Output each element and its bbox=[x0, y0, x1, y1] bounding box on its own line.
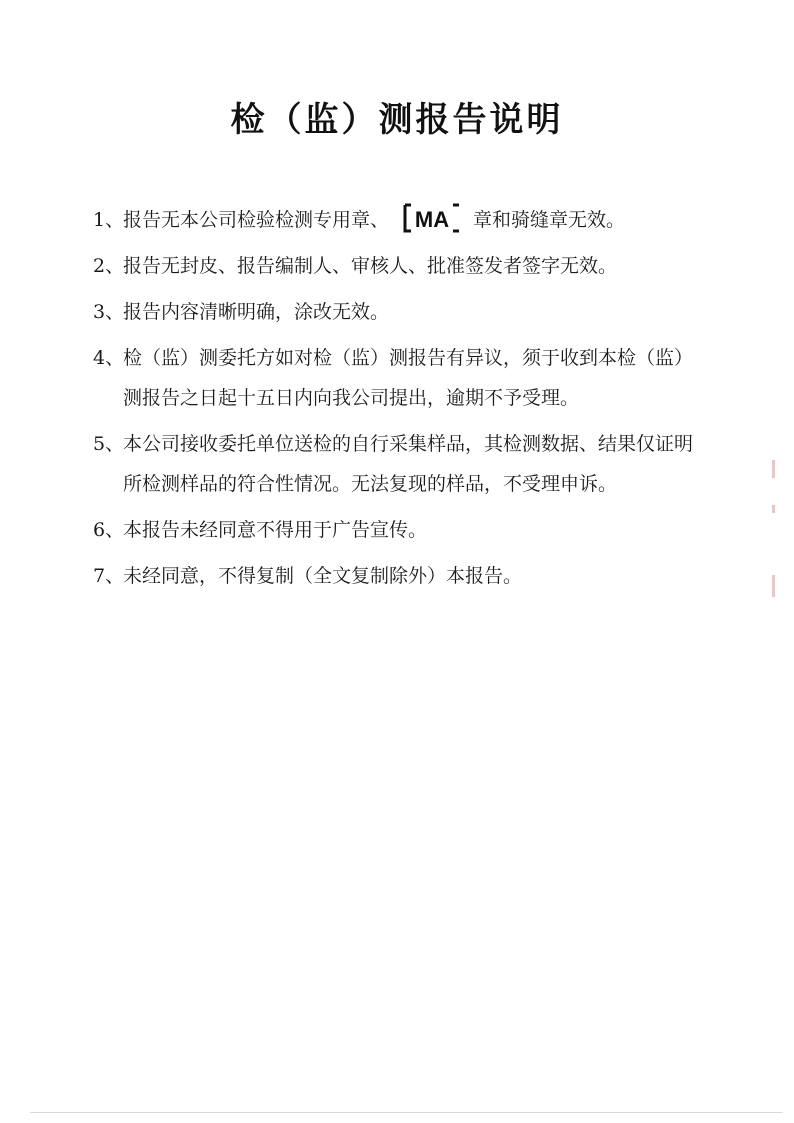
note-item-4 bbox=[93, 338, 703, 418]
note-number: 5、 bbox=[93, 433, 125, 455]
note-number: 6、 bbox=[93, 519, 125, 541]
seam-stamp-mark bbox=[772, 575, 775, 597]
note-number: 1、 bbox=[93, 209, 125, 231]
note-item-3 bbox=[93, 292, 703, 332]
seam-stamp-mark bbox=[772, 460, 775, 478]
note-text: 本公司接收委托单位送检的自行采集样品，其检测数据、结果仅证明所检测样品的符合性情况。无法复现的样品，不受理申诉。 bbox=[123, 433, 694, 495]
note-item-2 bbox=[93, 246, 703, 286]
note-text: 报告内容清晰明确，涂改无效。 bbox=[123, 301, 390, 323]
note-text: 检（监）测委托方如对检（监）测报告有异议，须于收到本检（监）测报告之日起十五日内向我公司提出，逾期不予受理。 bbox=[123, 347, 694, 409]
note-text: 未经同意，不得复制（全文复制除外）本报告。 bbox=[123, 565, 523, 587]
note-text: 报告无封皮、报告编制人、审核人、批准签发者签字无效。 bbox=[123, 255, 618, 277]
seam-stamp-mark bbox=[772, 505, 775, 513]
note-item-6 bbox=[93, 510, 703, 550]
note-item-5 bbox=[93, 424, 703, 504]
note-text: 本报告未经同意不得用于广告宣传。 bbox=[123, 519, 428, 541]
note-text-after-logo: 章和骑缝章无效。 bbox=[473, 209, 626, 231]
notes-list bbox=[93, 200, 703, 602]
note-number: 3、 bbox=[93, 301, 125, 323]
cma-logo-text: MA bbox=[414, 207, 450, 232]
page-title: 检（监）测报告说明 bbox=[230, 100, 564, 140]
note-item-7 bbox=[93, 556, 703, 596]
note-number: 4、 bbox=[93, 347, 125, 369]
note-number: 2、 bbox=[93, 255, 125, 277]
cma-mark-icon bbox=[399, 202, 465, 234]
note-item-1 bbox=[93, 200, 703, 240]
note-number: 7、 bbox=[93, 565, 125, 587]
page-bottom-edge bbox=[30, 1112, 782, 1113]
note-text-before-logo: 报告无本公司检验检测专用章、 bbox=[123, 209, 390, 231]
